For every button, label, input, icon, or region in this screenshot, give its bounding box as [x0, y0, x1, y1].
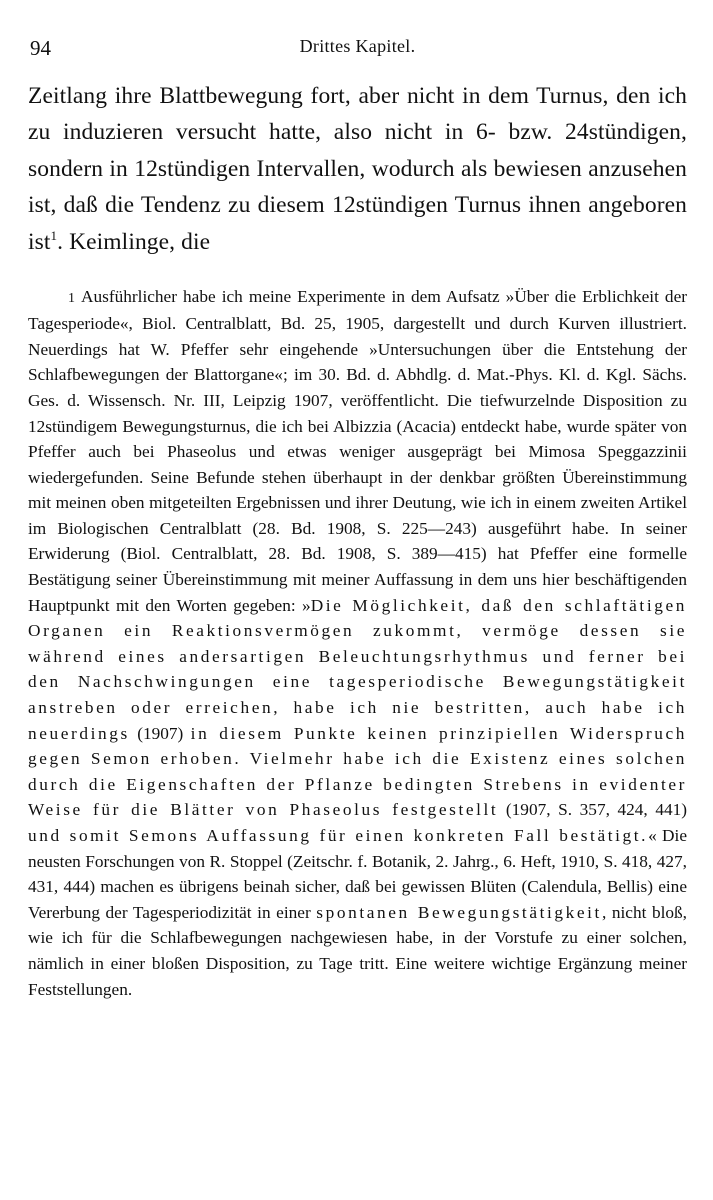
footnote-quote-spaced-1: Die Möglichkeit, daß den schlaftätigen Organen ein Reaktionsvermögen zukommt, vermöge dessen sie während eines andersartigen Beleuchtungsrhythmus und ferner bei den Nachschwingungen eine tagesperiodische Bewegungstätigkeit anstreben oder erreichen, habe ich nie bestritten, auch habe ich neuerdings — [28, 595, 687, 743]
main-text-before-ref: Zeitlang ihre Blattbewegung fort, aber nicht in dem Turnus, den ich zu induzieren versucht hatte, also nicht in 6- bzw. 24stündigen, sondern in 12stündigen Intervallen, wodurch als bewiesen anzusehen ist, daß die Tendenz zu diesem 12stündigen Turnus ihnen angeboren ist — [28, 83, 687, 255]
main-paragraph — [28, 78, 687, 260]
footnote-reference[interactable]: 1 — [50, 227, 58, 243]
running-head: Drittes Kapitel. — [299, 36, 416, 56]
footnote-quote-spaced-2: in diesem Punkte keinen prinzipiellen Widerspruch gegen Semon erhoben. Vielmehr habe ich die Existenz eines solchen durch die Eigenschaften der Pflanze bedingten Strebens in evidenter Weise für die Blätter von Phaseolus festgestellt — [28, 723, 688, 820]
footnote-marker: 1 — [68, 290, 75, 306]
footnote-text-part5: , nicht bloß, wie ich für die Schlafbewegungen nachgewiesen habe, in der Vorstufe zu einer solchen, nämlich in einer bloßen Disposition, zu Tage tritt. Eine weitere wichtige Ergänzung meiner Feststellungen. — [28, 902, 688, 999]
footnote-text-part4: « Die neusten Forschungen von R. Stoppel (Zeitschr. f. Botanik, 2. Jahrg., 6. Heft, 1910, S. 418, 427, 431, 444) machen es übrigens beinah sicher, daß bei gewissen Blüten (Calendula, Bellis) eine Vererbung der Tagesperiodizität in einer — [28, 826, 687, 922]
footnote-text-part1: Ausführlicher habe ich meine Experimente in dem Aufsatz »Über die Erblichkeit der Tagesperiode«, Biol. Centralblatt, Bd. 25, 1905, dargestellt und durch Kurven illustriert. Neuerdings hat W. Pfeffer sehr eingehende »Untersuchungen über die Entstehung der Schlafbewegungen der Blattorgane«; im 30. Bd. d. Abhdlg. d. Mat.-Phys. Kl. d. Kgl. Sächs. Ges. d. Wissensch. Nr. III, Leipzig 1907, veröffentlicht. Die tiefwurzelnde Disposition zu 12stündigem Bewegungsturnus, die ich bei Albizzia (Acacia) entdeckt habe, wurde später von Pfeffer auch bei Phaseolus und etwas weniger ausgeprägt bei Mimosa Speggazzinii wiedergefunden. Seine Befunde stehen überhaupt in der denkbar größten Übereinstimmung mit meinen oben mitgeteilten Ergebnissen und ihrer Deutung, wie ich in einem zweiten Artikel im Biologischen Centralblatt (28. Bd. 1908, S. 225—243) ausgeführt habe. In seiner Erwiderung (Biol. Centralblatt, 28. Bd. 1908, S. 389—415) hat Pfeffer eine formelle Bestätigung seiner Übereinstimmung mit meiner Auffassung in dem uns hier beschäftigenden Hauptpunkt mit den Worten gegeben: » — [28, 286, 687, 615]
main-text-after-ref: . Keimlinge, die — [57, 228, 211, 255]
footnote-text-part3: (1907, S. 357, 424, 441) — [498, 800, 687, 820]
footnote-quote-spaced-4: spontanen Bewegungstätigkeit — [316, 902, 602, 922]
footnote-quote-spaced-3: und somit Semons Auffassung für einen konkreten Fall bestätigt. — [28, 826, 649, 845]
footnote-text-part2: (1907) — [129, 723, 191, 743]
footnote — [28, 284, 687, 1003]
page-header — [28, 30, 687, 66]
page-number: 94 — [30, 36, 51, 60]
